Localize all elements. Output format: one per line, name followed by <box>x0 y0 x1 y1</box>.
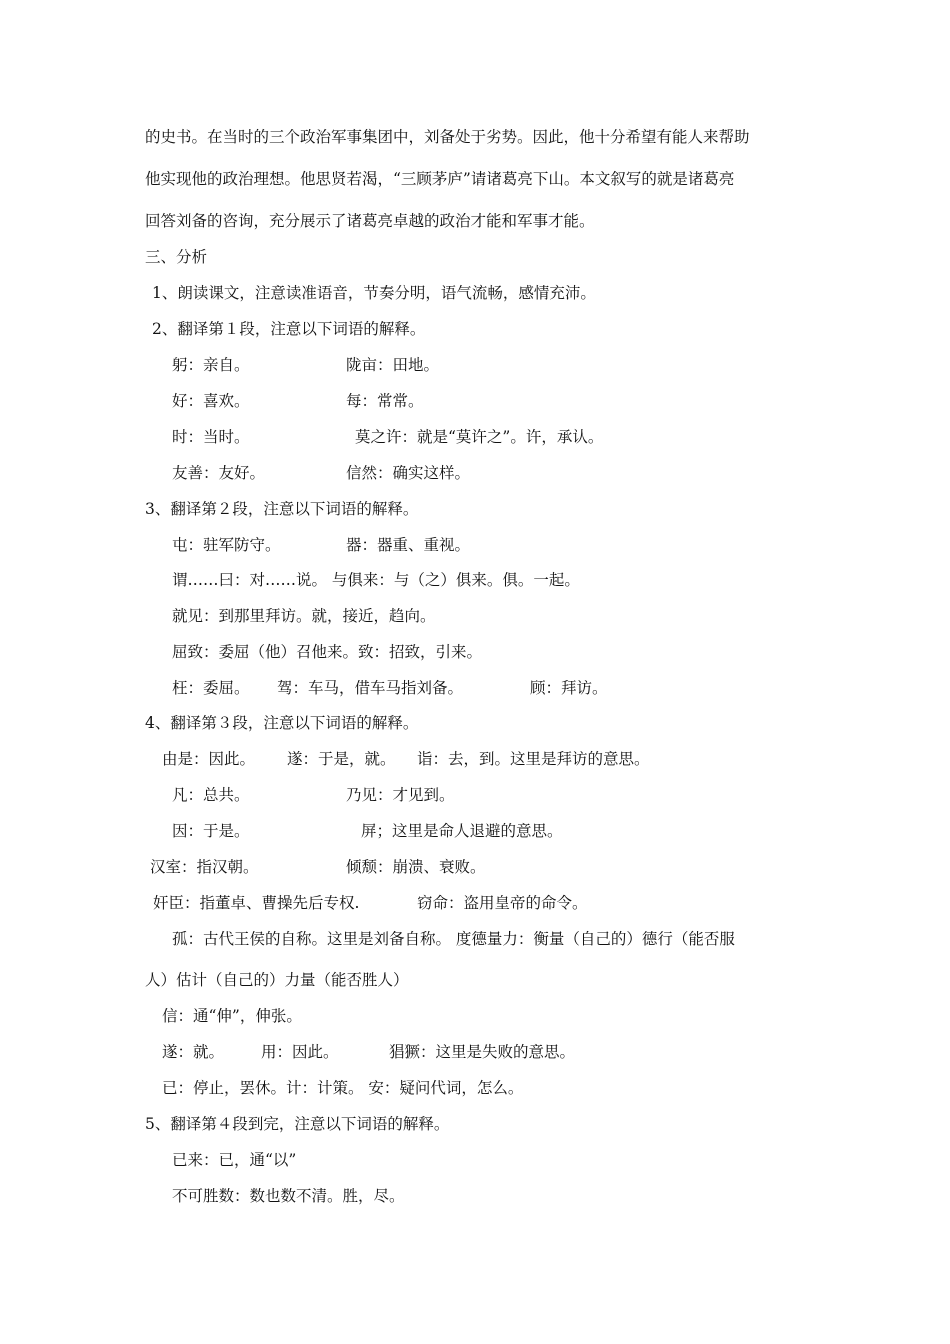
section-heading: 三、分析 <box>145 248 208 266</box>
gloss-entry: 好：喜欢。 <box>172 392 250 410</box>
gloss-entry: 顾：拜访。 <box>530 679 608 697</box>
gloss-entry: 屯：驻军防守。 <box>172 536 281 554</box>
gloss-entry: 每：常常。 <box>346 392 424 410</box>
gloss-entry: 友善：友好。 <box>172 464 266 482</box>
gloss-entry: 信：通“伸”，伸张。 <box>162 1007 302 1025</box>
gloss-entry: 器：器重、重视。 <box>346 536 471 554</box>
gloss-entry: 奸臣：指董卓、曹操先后专权. <box>153 894 360 912</box>
gloss-entry: 人）估计（自己的）力量（能否胜人） <box>145 971 409 989</box>
gloss-entry: 由是：因此。 <box>162 750 256 768</box>
gloss-entry: 遂：就。 <box>162 1043 225 1061</box>
gloss-entry: 因：于是。 <box>172 822 250 840</box>
gloss-entry: 就见：到那里拜访。就，接近，趋向。 <box>172 607 436 625</box>
gloss-entry: 凡：总共。 <box>172 786 250 804</box>
intro-line-2: 他实现他的政治理想。他思贤若渴，“三顾茅庐”请诸葛亮下山。本文叙写的就是诸葛亮 <box>145 170 735 188</box>
gloss-entry: 躬：亲自。 <box>172 356 250 374</box>
item-3-heading: 3、翻译第２段，注意以下词语的解释。 <box>145 500 419 518</box>
gloss-entry: 遂：于是，就。 <box>287 750 396 768</box>
gloss-entry: 孤：古代王侯的自称。这里是刘备自称。 度德量力：衡量（自己的）德行（能否服 <box>172 930 735 948</box>
gloss-entry: 诣：去，到。这里是拜访的意思。 <box>417 750 650 768</box>
item-5-heading: 5、翻译第４段到完，注意以下词语的解释。 <box>145 1115 450 1133</box>
gloss-entry: 汉室：指汉朝。 <box>150 858 259 876</box>
item-4-heading: 4、翻译第３段，注意以下词语的解释。 <box>145 714 419 732</box>
gloss-entry: 已：停止，罢休。计：计策。 安：疑问代词，怎么。 <box>162 1079 524 1097</box>
gloss-entry: 用：因此。 <box>261 1043 339 1061</box>
gloss-entry: 倾颓：崩溃、衰败。 <box>346 858 486 876</box>
gloss-entry: 乃见：才见到。 <box>346 786 455 804</box>
gloss-entry: 莫之许：就是“莫许之”。许，承认。 <box>355 428 604 446</box>
gloss-entry: 已来：已，通“以” <box>172 1151 297 1169</box>
gloss-entry: 信然：确实这样。 <box>346 464 471 482</box>
gloss-entry: 枉：委屈。 <box>172 679 250 697</box>
gloss-entry: 陇亩：田地。 <box>346 356 440 374</box>
gloss-entry: 猖獗：这里是失败的意思。 <box>389 1043 576 1061</box>
gloss-entry: 屏；这里是命人退避的意思。 <box>361 822 563 840</box>
gloss-entry: 不可胜数：数也数不清。胜，尽。 <box>172 1187 405 1205</box>
gloss-entry: 窃命：盗用皇帝的命令。 <box>417 894 588 912</box>
intro-line-3: 回答刘备的咨询，充分展示了诸葛亮卓越的政治才能和军事才能。 <box>145 212 595 230</box>
gloss-entry: 屈致：委屈（他）召他来。致：招致，引来。 <box>172 643 483 661</box>
gloss-entry: 谓……曰：对……说。 与俱来：与（之）俱来。俱。一起。 <box>172 571 580 589</box>
intro-line-1: 的史书。在当时的三个政治军事集团中，刘备处于劣势。因此，他十分希望有能人来帮助 <box>145 128 750 146</box>
gloss-entry: 时：当时。 <box>172 428 250 446</box>
item-2-heading: 2、翻译第１段，注意以下词语的解释。 <box>152 320 426 338</box>
gloss-entry: 驾：车马，借车马指刘备。 <box>277 679 464 697</box>
item-1: 1、朗读课文，注意读准语音，节奏分明，语气流畅，感情充沛。 <box>152 284 596 302</box>
